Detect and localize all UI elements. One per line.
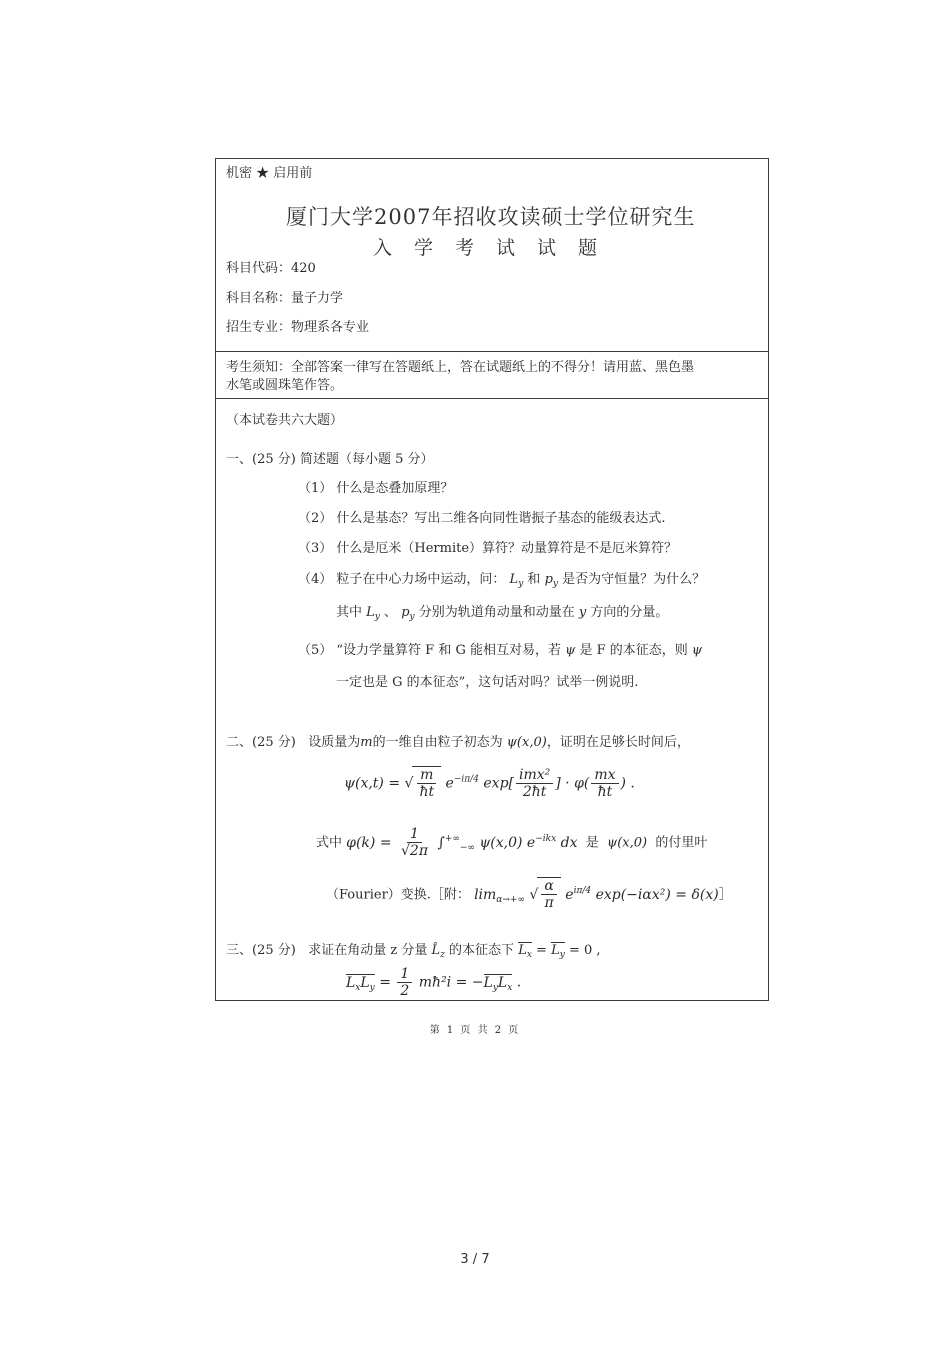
notice-line2: 水笔或圆珠笔作答。	[226, 378, 344, 393]
q1-item-5-cont: 一定也是 G 的本征态”，这句话对吗？试举一例说明.	[336, 675, 639, 690]
ly-symbol-2: $L_y$	[366, 605, 380, 622]
q1-heading: 一、(25 分) 简述题（每小题 5 分）	[226, 452, 434, 467]
q2-where-line	[316, 826, 707, 859]
ly-symbol: $L_y$	[509, 572, 524, 589]
psi-symbol-2: ψ	[691, 643, 703, 658]
q1-item-4-text-f: 分别为轨道角动量和动量在	[418, 605, 575, 620]
y-symbol: y	[578, 605, 587, 620]
q2-main-equation: ψ(x,t) = √ $\frac{m}{ħt}$ $e^{-i\pi/4}$ exp[ $\frac{\text{imx²}}{2ħt}$ ] · φ( $\frac{mx}{ħt}$ ) .	[344, 767, 635, 800]
q2-fourier: 的付里叶	[655, 835, 708, 851]
subject-code: 科目代码：420	[226, 261, 316, 276]
q1-item-5-text-b: 是 F 的本征态，则	[579, 643, 688, 658]
q1-item-4-text-d: 其中	[336, 605, 363, 620]
q1-item-4-text-h: 方向的分量。	[590, 605, 669, 620]
lx-ly-average: $L_x = L_y$	[518, 943, 565, 960]
divider-top	[216, 351, 768, 352]
enrollment-major: 招生专业：物理系各专业	[226, 320, 370, 335]
q1-item-5-text-a: （5） “设力学量算符 F 和 G 能相互对易，若	[298, 643, 561, 658]
q3-eq: = 0 ,	[568, 943, 601, 958]
q1-item-5	[298, 639, 702, 658]
exam-sheet	[215, 158, 769, 1001]
py-symbol-2: $p_y$	[401, 605, 415, 622]
q1-item-4-text-b: 和	[527, 572, 541, 587]
exam-title: 厦门大学2007年招收攻读硕士学位研究生	[286, 205, 696, 229]
q2-is: 是	[585, 835, 599, 851]
page-of-label: 第 1 页 共 2 页	[429, 1025, 521, 1036]
q3-text-a: 求证在角动量 z 分量	[308, 943, 428, 958]
q2-text-b: 的一维自由粒子初态为	[372, 735, 503, 750]
q2-statement	[226, 731, 690, 750]
secrecy-label: 机密 ★ 启用前	[226, 166, 313, 181]
q1-item-4-text-e: 、	[384, 605, 398, 620]
q1-item-4	[298, 568, 705, 589]
notice-line1: 考生须知：全部答案一律写在答题纸上，答在试题纸上的不得分！请用蓝、黑色墨	[226, 360, 695, 375]
q2-transform: （Fourier）变换.［附：	[326, 887, 470, 903]
q1-item-3: （3） 什么是厄米（Hermite）算符？动量算符是不是厄米算符？	[298, 541, 678, 556]
q2-hint-line	[326, 877, 732, 911]
q3-heading: 三、(25 分)	[226, 943, 296, 958]
q2-where: 式中	[316, 835, 343, 851]
psi-initial: ψ(x,0)	[506, 735, 547, 750]
q3-second-equation: $L_xL_y$ = $\frac{1}{2}$ mħ²i = $-L_yL_x$ .	[346, 966, 522, 999]
subject-name: 科目名称：量子力学	[226, 291, 344, 306]
lz-operator: $L̂_z$	[431, 943, 445, 960]
q2-text-a: 设质量为	[308, 735, 361, 750]
q2-close: ］	[718, 887, 732, 903]
q3-statement	[226, 939, 601, 960]
q1-item-1: （1） 什么是态叠加原理？	[298, 481, 454, 496]
q2-text-c: ，证明在足够长时间后，	[546, 735, 690, 750]
exam-subtitle: 入学考试试题	[373, 237, 620, 259]
pagination-label: 3 / 7	[460, 1252, 490, 1267]
delta-limit-equation: $\lim_{\alpha\to+\infty}$ √ $\frac{\alpha}{\pi}$ $e^{i\pi/4}$ exp(−iαx²) = δ(x)	[474, 878, 719, 911]
q3-text-b: 的本征态下	[449, 943, 515, 958]
psi-symbol: ψ	[565, 643, 576, 658]
q2-heading: 二、(25 分)	[226, 735, 296, 750]
divider-notice	[216, 398, 768, 399]
py-symbol: $p_y$	[544, 572, 558, 589]
q1-item-4-cont	[336, 601, 668, 622]
exam-intro: （本试卷共六大题）	[226, 413, 344, 428]
q1-item-2: （2） 什么是基态？写出二维各向同性谐振子基态的能级表达式.	[298, 511, 666, 526]
q1-item-4-text-c: 是否为守恒量？为什么？	[562, 572, 706, 587]
mass-symbol: m	[360, 735, 373, 750]
psi-initial-2: ψ(x,0)	[607, 835, 648, 851]
phi-definition: φ(k) = $\frac{1}{√2\pi}$ $\int^{+\infty}_{-\infty}$ ψ(x,0) $e^{-ikx}$ dx	[346, 826, 578, 859]
q1-item-4-text-a: （4） 粒子在中心力场中运动，问：	[298, 572, 506, 587]
